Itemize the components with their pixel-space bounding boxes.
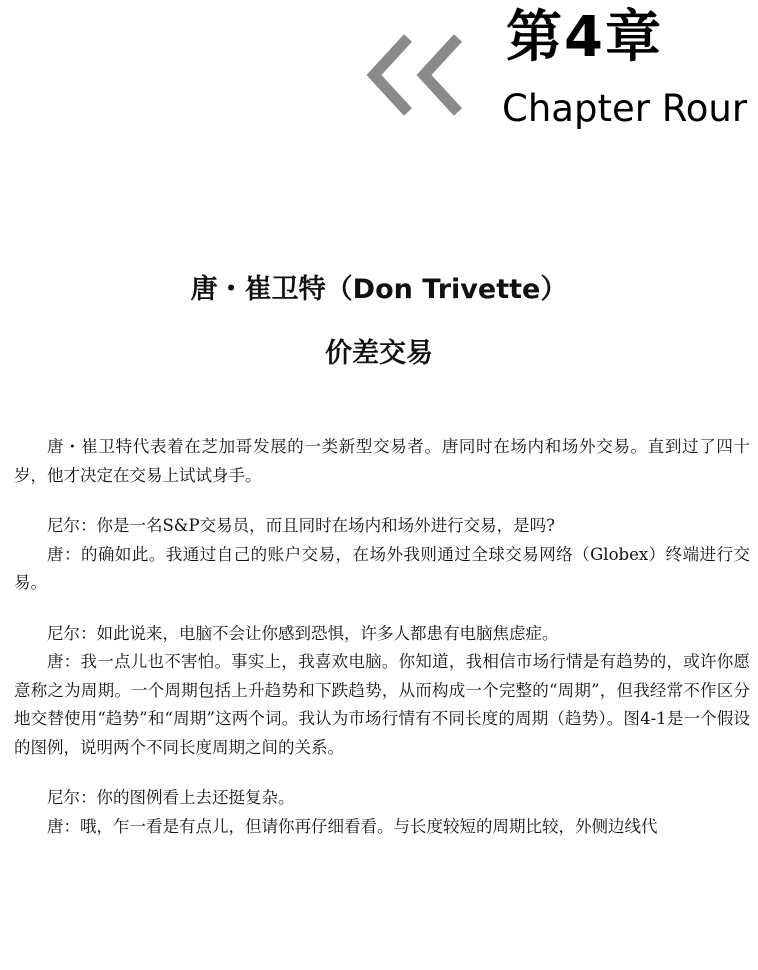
body-text [14, 433, 750, 841]
chapter-header [0, 0, 758, 140]
article-title: 唐・崔卫特（Don Trivette） [190, 274, 568, 305]
chapter-number: 第4章 [506, 5, 663, 70]
paragraph-neil-3: 尼尔：你的图例看上去还挺复杂。 [47, 788, 295, 807]
chapter-english-title: Chapter Rour [502, 87, 748, 130]
paragraph-don-3: 唐：哦，乍一看是有点儿，但请你再仔细看看。与长度较短的周期比较，外侧边线代 [47, 816, 658, 836]
article-title-block [0, 270, 758, 374]
double-chevron-left-icon [366, 34, 466, 116]
paragraph-don-2: 唐：我一点儿也不害怕。事实上，我喜欢电脑。你知道，我相信市场行情是有趋势的，或许你愿意称之为周期。一个周期包括上升趋势和下跌趋势，从而构成一个完整的“周期”，但我经常不作区分地交替使用“趋势”和“周期”这两个词。我认为市场行情有不同长度的周期（趋势）。图4-1是一个假设的图例，说明两个不同长度周期之间的关系。 [14, 652, 750, 757]
paragraph-neil-1: 尼尔：你是一名S&P交易员，而且同时在场内和场外进行交易，是吗? [47, 516, 555, 535]
paragraph-don-1: 唐：的确如此。我通过自己的账户交易，在场外我则通过全球交易网络（Globex）终端进行交易。 [14, 544, 750, 592]
paragraph-neil-2: 尼尔：如此说来，电脑不会让你感到恐惧，许多人都患有电脑焦虑症。 [47, 623, 559, 643]
paragraph-intro: 唐・崔卫特代表着在芝加哥发展的一类新型交易者。唐同时在场内和场外交易。直到过了四十岁，他才决定在交易上试试身手。 [14, 437, 750, 485]
article-subtitle: 价差交易 [325, 338, 433, 369]
